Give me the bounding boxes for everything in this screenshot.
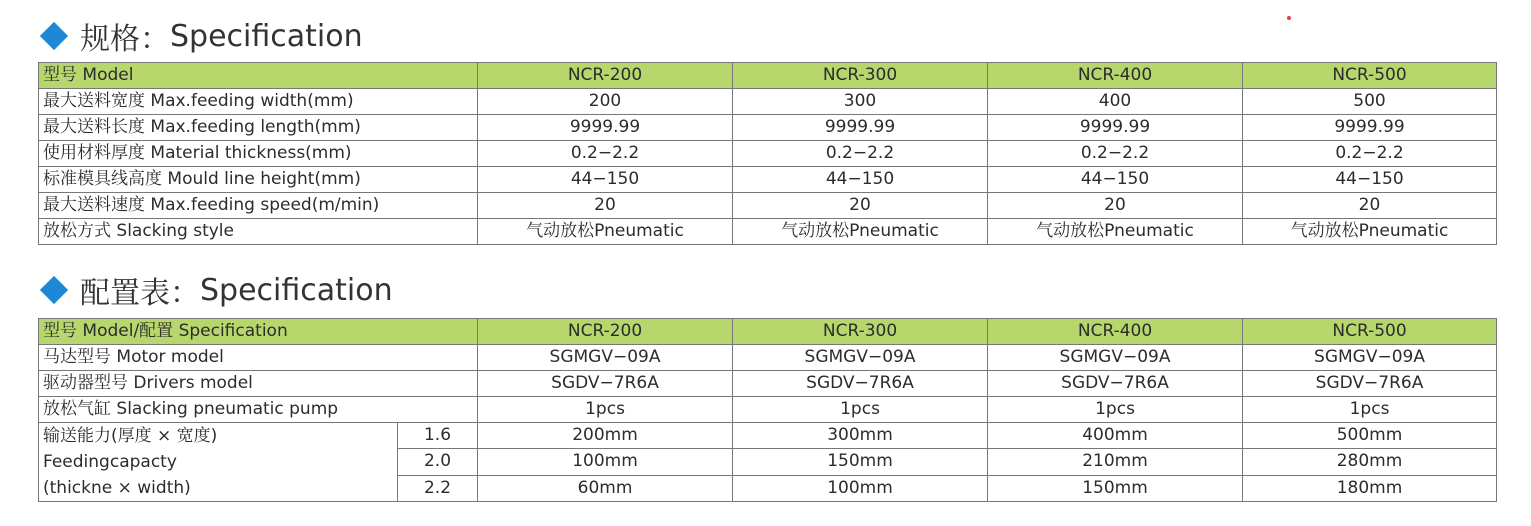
table-cell: 44−150 <box>733 167 988 193</box>
table-cell: SGMGV−09A <box>478 345 733 371</box>
table-row <box>39 115 1497 141</box>
feeding-label-line: 输送能力(厚度 × 宽度) <box>43 426 218 446</box>
table-cell: 9999.99 <box>988 115 1243 141</box>
spec-header-row <box>39 63 1497 89</box>
row-label: 最大送料长度 Max.feeding length(mm) <box>39 115 478 141</box>
table-cell: 9999.99 <box>1243 115 1497 141</box>
table-cell: 44−150 <box>1243 167 1497 193</box>
row-label: 最大送料宽度 Max.feeding width(mm) <box>39 89 478 115</box>
table-row <box>39 397 1497 423</box>
model-header: NCR-300 <box>733 319 988 345</box>
table-cell: 20 <box>478 193 733 219</box>
table-cell: 气动放松Pneumatic <box>1243 219 1497 245</box>
row-label: 放松气缸 Slacking pneumatic pump <box>39 397 478 423</box>
table-cell: 280mm <box>1243 449 1497 475</box>
thickness-cell: 2.2 <box>398 475 478 501</box>
spec-heading <box>40 14 363 58</box>
model-header: NCR-500 <box>1243 63 1497 89</box>
model-header: NCR-200 <box>478 63 733 89</box>
table-cell: SGDV−7R6A <box>733 371 988 397</box>
config-header-label: 型号 Model/配置 Specification <box>39 319 478 345</box>
table-cell: 气动放松Pneumatic <box>733 219 988 245</box>
table-cell: 1pcs <box>733 397 988 423</box>
table-cell: SGMGV−09A <box>988 345 1243 371</box>
feeding-capacity-label <box>39 423 398 502</box>
table-row <box>39 89 1497 115</box>
table-cell: 1pcs <box>478 397 733 423</box>
table-cell: 0.2−2.2 <box>988 141 1243 167</box>
row-label: 放松方式 Slacking style <box>39 219 478 245</box>
table-row <box>39 371 1497 397</box>
table-cell: 210mm <box>988 449 1243 475</box>
table-cell: 20 <box>733 193 988 219</box>
config-heading-en: Specification <box>200 272 393 308</box>
decorative-dot <box>1287 16 1291 20</box>
table-cell: 60mm <box>478 475 733 501</box>
spec-heading-cn: 规格： <box>80 22 170 57</box>
table-cell: 150mm <box>988 475 1243 501</box>
feeding-label-line: (thickne × width) <box>43 478 191 498</box>
table-cell: SGDV−7R6A <box>1243 371 1497 397</box>
row-label: 驱动器型号 Drivers model <box>39 371 478 397</box>
spec-table <box>38 62 1497 245</box>
model-header: NCR-200 <box>478 319 733 345</box>
table-cell: 1pcs <box>1243 397 1497 423</box>
config-heading <box>40 268 393 312</box>
config-table <box>38 318 1497 502</box>
model-header: NCR-300 <box>733 63 988 89</box>
feeding-label-line: Feedingcapacty <box>43 452 177 472</box>
table-cell: SGDV−7R6A <box>988 371 1243 397</box>
table-cell: 0.2−2.2 <box>1243 141 1497 167</box>
table-cell: 9999.99 <box>478 115 733 141</box>
table-cell: 400mm <box>988 423 1243 449</box>
thickness-cell: 2.0 <box>398 449 478 475</box>
table-cell: SGMGV−09A <box>733 345 988 371</box>
model-header: NCR-400 <box>988 319 1243 345</box>
config-header-row <box>39 319 1497 345</box>
table-cell: 500mm <box>1243 423 1497 449</box>
model-header: NCR-500 <box>1243 319 1497 345</box>
table-row <box>39 167 1497 193</box>
table-cell: 气动放松Pneumatic <box>988 219 1243 245</box>
diamond-bullet-icon <box>40 276 68 304</box>
table-cell: 200 <box>478 89 733 115</box>
table-row <box>39 219 1497 245</box>
table-cell: 1pcs <box>988 397 1243 423</box>
table-row <box>39 141 1497 167</box>
table-cell: 0.2−2.2 <box>478 141 733 167</box>
row-label: 使用材料厚度 Material thickness(mm) <box>39 141 478 167</box>
row-label: 马达型号 Motor model <box>39 345 478 371</box>
table-row <box>39 345 1497 371</box>
row-label: 最大送料速度 Max.feeding speed(m/min) <box>39 193 478 219</box>
table-cell: 44−150 <box>478 167 733 193</box>
table-cell: 20 <box>1243 193 1497 219</box>
spec-heading-en: Specification <box>170 18 363 54</box>
thickness-cell: 1.6 <box>398 423 478 449</box>
table-cell: 180mm <box>1243 475 1497 501</box>
table-cell: 20 <box>988 193 1243 219</box>
table-cell: 44−150 <box>988 167 1243 193</box>
table-cell: 200mm <box>478 423 733 449</box>
table-cell: 9999.99 <box>733 115 988 141</box>
table-cell: 300mm <box>733 423 988 449</box>
table-cell: 0.2−2.2 <box>733 141 988 167</box>
table-cell: 气动放松Pneumatic <box>478 219 733 245</box>
table-cell: 500 <box>1243 89 1497 115</box>
model-header: NCR-400 <box>988 63 1243 89</box>
table-cell: 100mm <box>733 475 988 501</box>
table-cell: SGDV−7R6A <box>478 371 733 397</box>
row-label: 标准模具线高度 Mould line height(mm) <box>39 167 478 193</box>
table-cell: 150mm <box>733 449 988 475</box>
table-row <box>39 193 1497 219</box>
diamond-bullet-icon <box>40 22 68 50</box>
table-cell: 300 <box>733 89 988 115</box>
table-cell: SGMGV−09A <box>1243 345 1497 371</box>
config-heading-cn: 配置表： <box>80 276 200 311</box>
table-row <box>39 423 1497 449</box>
spec-header-label: 型号 Model <box>39 63 478 89</box>
table-cell: 400 <box>988 89 1243 115</box>
table-cell: 100mm <box>478 449 733 475</box>
